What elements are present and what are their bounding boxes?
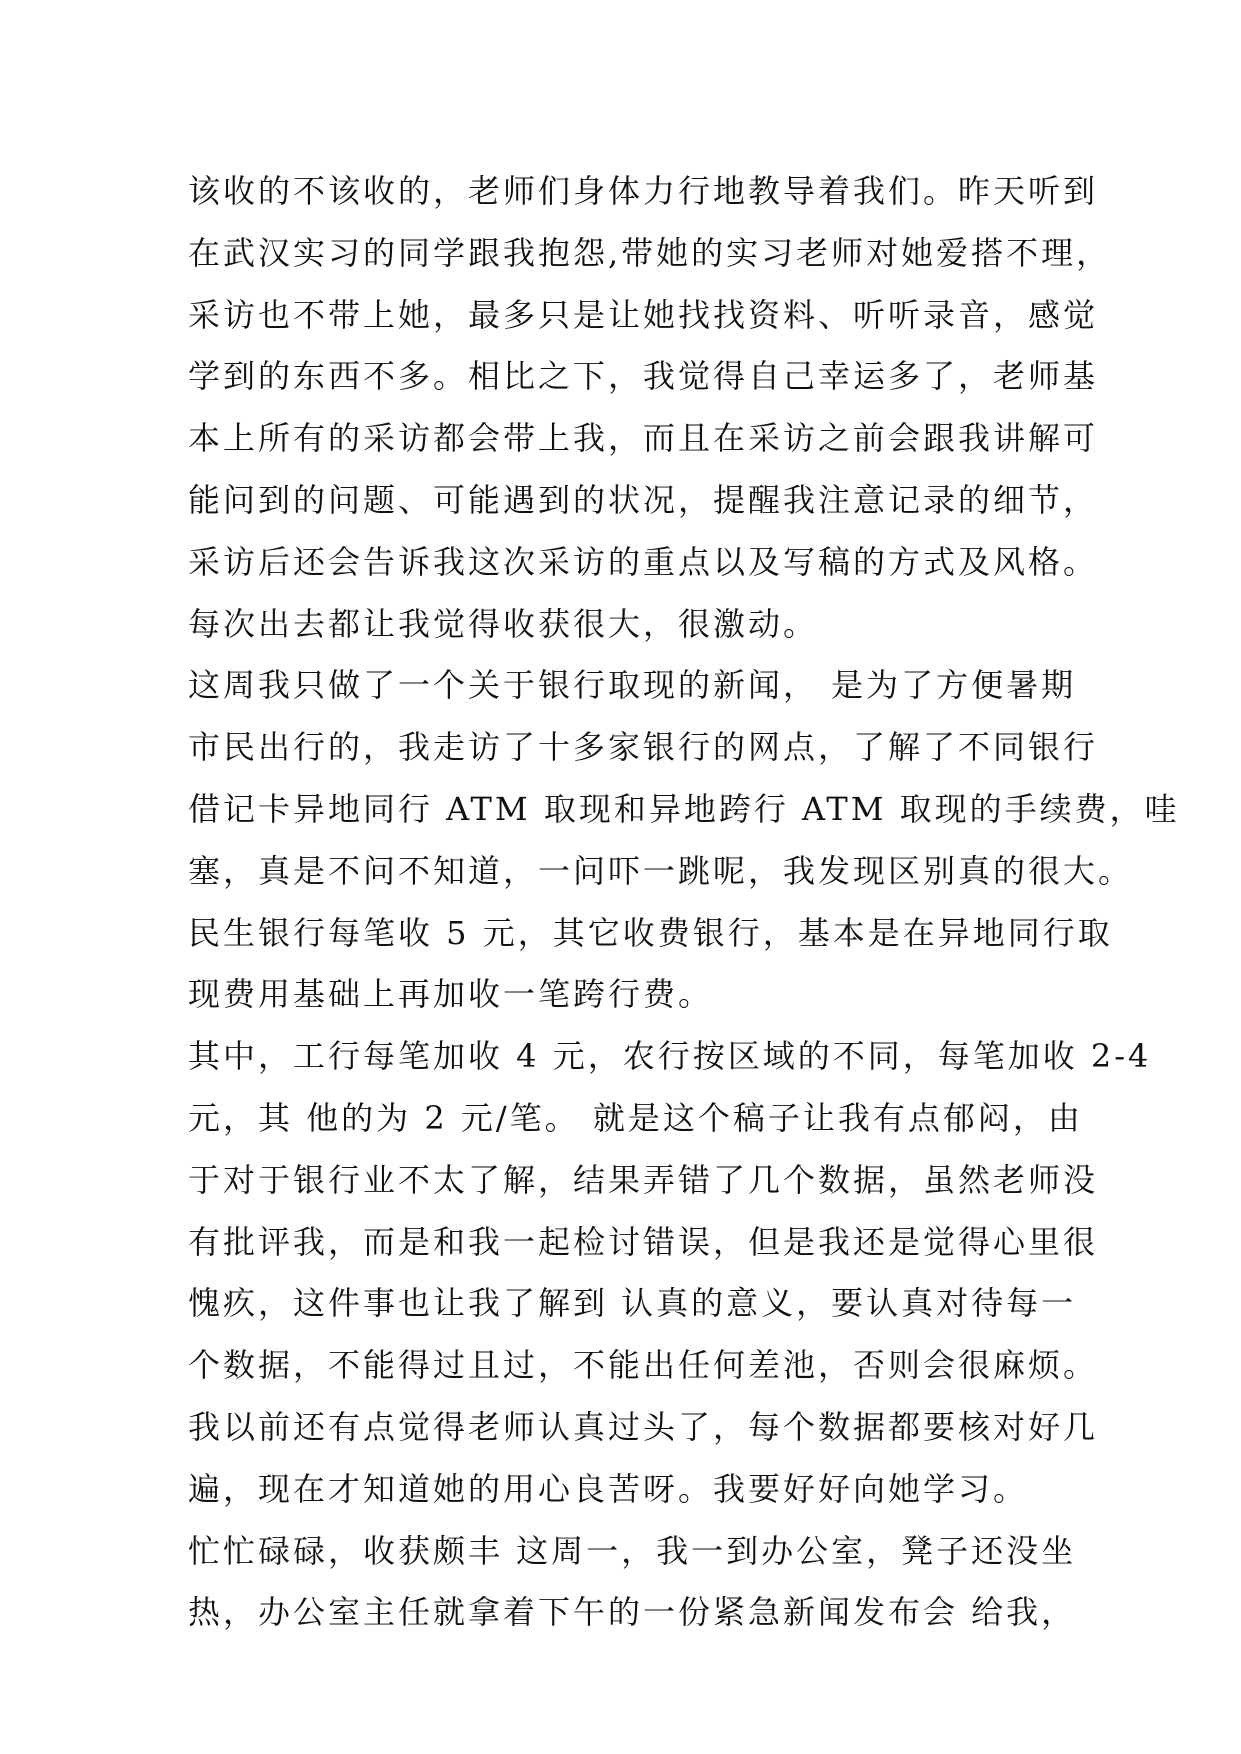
text-line-3: 采访也不带上她，最多只是让她找找资料、听听录音，感觉 [188, 295, 1099, 334]
text-line-2: 在武汉实习的同学跟我抱怨,带她的实习老师对她爱搭不理， [188, 233, 1112, 272]
body-text [188, 161, 1180, 1644]
text-line-6: 能问到的问题、可能遇到的状况，提醒我注意记录的细节， [188, 480, 1099, 519]
text-line-22: 遍，现在才知道她的用心良苦呀。我要好好向她学习。 [188, 1469, 1029, 1508]
text-line-19: 愧疚，这件事也让我了解到 认真的意义，要认真对待每一 [188, 1284, 1077, 1323]
text-line-7: 采访后还会告诉我这次采访的重点以及写稿的方式及风格。 [188, 542, 1099, 581]
text-line-9: 这周我只做了一个关于银行取现的新闻， 是为了方便暑期 [188, 666, 1077, 705]
text-line-21: 我以前还有点觉得老师认真过头了，每个数据都要核对好几 [188, 1407, 1099, 1446]
text-line-10: 市民出行的，我走访了十多家银行的网点，了解了不同银行 [188, 728, 1099, 767]
text-line-18: 有批评我，而是和我一起检讨错误，但是我还是觉得心里很 [188, 1222, 1099, 1261]
text-line-17: 于对于银行业不太了解，结果弄错了几个数据，虽然老师没 [188, 1160, 1099, 1199]
text-line-1: 该收的不该收的，老师们身体力行地教导着我们。昨天听到 [188, 172, 1099, 210]
text-line-12: 塞，真是不问不知道，一问吓一跳呢，我发现区别真的很大。 [188, 851, 1134, 890]
text-line-11: 借记卡异地同行 ATM 取现和异地跨行 ATM 取现的手续费，哇 [188, 789, 1180, 828]
text-line-23: 忙忙碌碌，收获颇丰 这周一，我一到办公室，凳子还没坐 [188, 1531, 1077, 1570]
text-line-5: 本上所有的采访都会带上我，而且在采访之前会跟我讲解可 [188, 419, 1099, 458]
text-line-14: 现费用基础上再加收一笔跨行费。 [188, 975, 714, 1014]
text-line-20: 个数据，不能得过且过，不能出任何差池，否则会很麻烦。 [188, 1346, 1099, 1385]
text-line-24: 热，办公室主任就拿着下午的一份紧急新闻发布会 给我， [188, 1593, 1077, 1632]
text-line-15: 其中，工行每笔加收 4 元，农行按区域的不同，每笔加收 2-4 [188, 1037, 1152, 1076]
text-line-13: 民生银行每笔收 5 元，其它收费银行，基本是在异地同行取 [188, 913, 1113, 952]
text-line-8: 每次出去都让我觉得收获很大，很激动。 [188, 604, 819, 643]
text-line-16: 元，其 他的为 2 元/笔。 就是这个稿子让我有点郁闷，由 [188, 1098, 1083, 1137]
text-line-4: 学到的东西不多。相比之下，我觉得自己幸运多了，老师基 [188, 357, 1099, 396]
